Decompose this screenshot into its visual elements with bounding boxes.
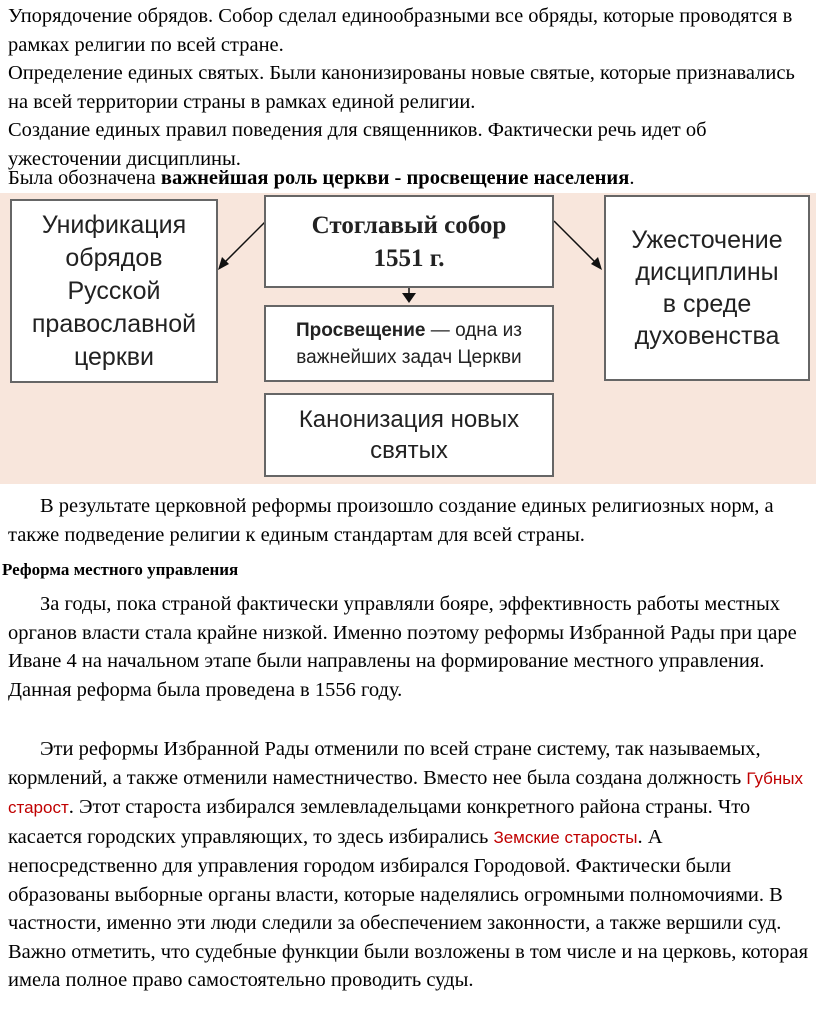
mid-rest-2: важнейших задач Церкви (296, 346, 522, 368)
left-line-1: Унификация (41, 210, 187, 239)
left-line-4: православной (31, 309, 197, 338)
mid-bold: Просвещение (296, 319, 426, 341)
stoglav-council-diagram (0, 193, 816, 484)
paragraph-local-governance: За годы, пока страной фактически управляли бояре, эффективность работы местных органов власти стала крайне низкой. Именно поэтому реформы Избранной Рады при царе Иване 4 на начальном этапе были направлены на формирование местного управления. Данная реформа была проведена в 1556 году. (8, 593, 797, 701)
paragraph-saints: Определение единых святых. Были канонизированы новые святые, которые признавались на всей территории страны в рамках единой религии. (8, 62, 795, 113)
elders-text-1: Эти реформы Избранной Рады отменили по всей стране систему, так называемых, кормлений, а также отменили наместничество. Вместо нее была создана должность (8, 738, 761, 789)
paragraph-clergy-rules: Создание единых правил поведения для священников. Фактически речь идет об ужесточении дисциплины. (8, 119, 707, 170)
term-gubnye-starosty: Губных старост (8, 768, 803, 817)
right-line-4: духовенства (634, 322, 780, 350)
paragraph-ritual-unification: Упорядочение обрядов. Собор сделал единообразными все обряды, которые проводятся в рамках религии по всей стране. (8, 5, 793, 56)
right-line-1: Ужесточение (631, 226, 783, 254)
bottom-line-1: Канонизация новых (298, 406, 520, 433)
church-role-prefix: Была обозначена (8, 167, 161, 189)
paragraph-elders (8, 735, 814, 995)
box-canonization (264, 393, 554, 477)
left-line-2: обрядов (65, 243, 163, 272)
box-discipline (604, 195, 810, 381)
right-line-2: дисциплины (635, 258, 779, 286)
center-title-line-2: 1551 г. (373, 244, 445, 272)
bottom-line-2: святых (370, 437, 448, 464)
arrow-down-head (402, 293, 416, 303)
box-enlightenment (264, 305, 554, 382)
arrow-left-line (222, 221, 266, 265)
box-stoglav-council (264, 195, 554, 288)
left-line-5: церкви (73, 342, 154, 371)
arrow-right-line (554, 221, 598, 265)
term-zemskie-starosty: Земские старосты (493, 827, 638, 847)
center-title-line-1: Стоглавый собор (311, 211, 507, 239)
church-role-suffix: . (629, 167, 635, 189)
paragraph-result: В результате церковной реформы произошло создание единых религиозных норм, а также подведение религии к единым стандартам для всей страны. (8, 495, 774, 546)
paragraph-church-role (8, 164, 814, 193)
church-role-bold: важнейшая роль церкви - просвещение населения (160, 167, 630, 189)
section-heading: Реформа местного управления (2, 560, 239, 579)
mid-rest-1: — одна из (425, 319, 522, 341)
right-line-3: в среде (662, 290, 752, 318)
elders-text-3: . А непосредственно для управления городом избирался Городовой. Фактически были образованы выборные органы власти, которые наделялись огромными полномочиями. В частности, именно эти люди следили за обеспечением законности, а также вершили суд. Важно отметить, что судебные функции были возложены в том числе и на церковь, которая имела полное право самостоятельно проводить суды. (8, 825, 809, 991)
left-line-3: Русской (67, 276, 161, 305)
box-ritual-unification (10, 199, 218, 383)
elders-text-2: . Этот староста избирался землевладельцами конкретного района страны. Что касается городских управляющих, то здесь избирались (8, 796, 751, 848)
